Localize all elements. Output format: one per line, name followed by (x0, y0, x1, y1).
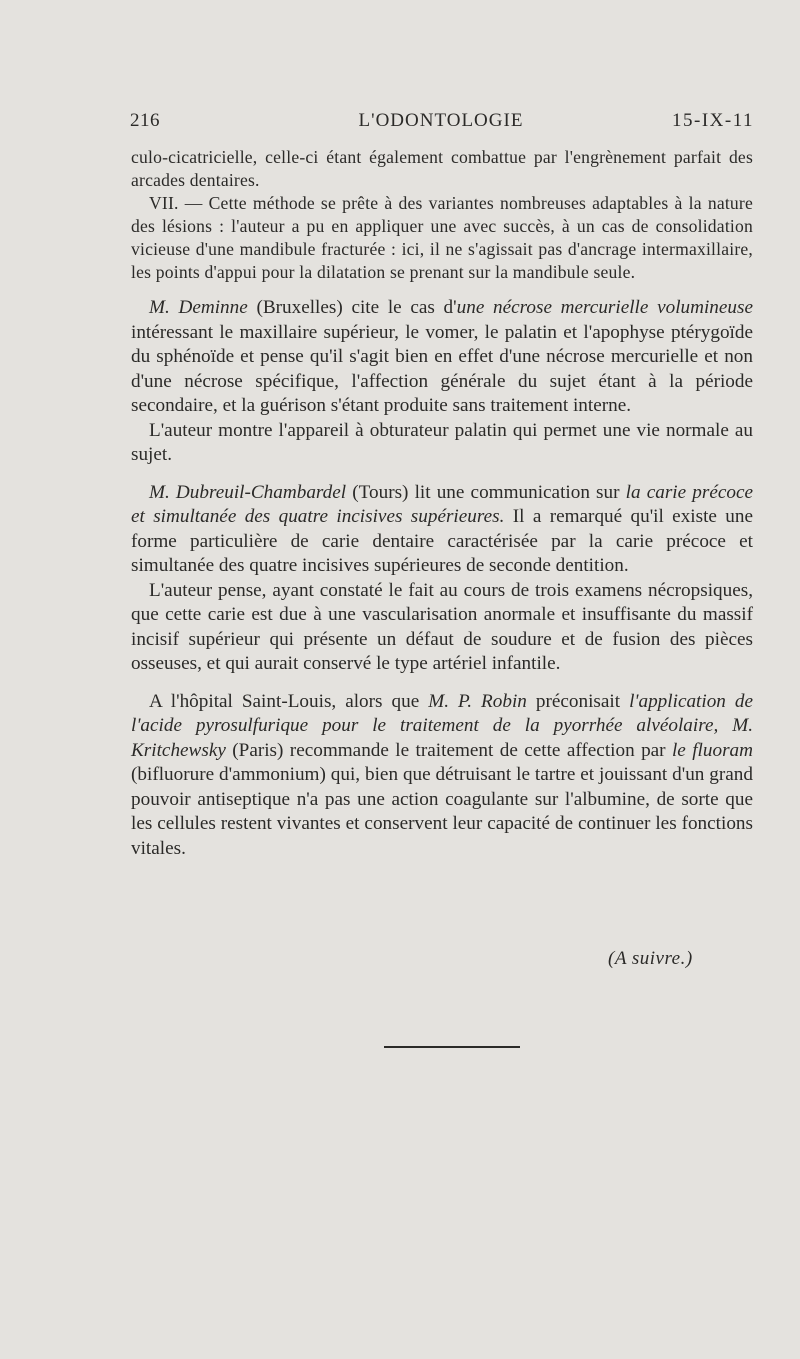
paragraph-continuation: culo-cicatricielle, celle-ci étant également combattue par l'engrènement parfait des arcades dentaires. (131, 147, 753, 190)
paragraph-saint-louis: A l'hôpital Saint-Louis, alors que M. P. Robin préconisait l'application de l'acide pyrosulfurique pour le traitement de la pyorrhée alvéolaire, M. Kritchewsky (Paris) recommande le traitement de cette affection par le fluoram (bifluorure d'ammonium) qui, bien que détruisant le tartre et jouissant d'un grand pouvoir antiseptique n'a pas une action coagulante sur l'albumine, de sorte que les cellules restent vivantes et conservent leur capacité de continuer les fonctions vitales. (131, 690, 754, 859)
emphasis: une nécrose mercurielle volumineuse (456, 297, 753, 319)
to-be-continued: (A suivre.) (608, 948, 693, 969)
issue-date: 15-IX-11 (672, 110, 754, 131)
section-divider (384, 1046, 520, 1048)
page-number: 216 (130, 110, 160, 131)
paragraph-dubreuil: M. Dubreuil-Chambardel (Tours) lit une communication sur la carie précoce et simultanée des quatre incisives supérieures. Il a remarqué qu'il existe une forme particulière de carie dentaire caractérisée par la carie précoce et simultanée des quatre incisives supérieures de seconde dentition. (131, 481, 753, 577)
body-text (131, 146, 753, 861)
paragraph-deminne: M. Deminne (Bruxelles) cite le cas d'une nécrose mercurielle volumineuse intéressant le maxillaire supérieur, le vomer, le palatin et l'apophyse ptérygoïde du sphénoïde et pense qu'il s'agit bien en effet d'une nécrose mercurielle et non d'une nécrose spécifique, l'affection générale du sujet étant à la période secondaire, et la guérison s'étant produite sans traitement interne. (131, 297, 753, 417)
author-name: M. Dubreuil-Chambardel (149, 481, 347, 503)
author-name: M. P. Robin (428, 690, 527, 712)
paragraph-section-vii: VII. — Cette méthode se prête à des variantes nombreuses adaptables à la nature des lésions : l'auteur a pu en appliquer une avec succès, à un cas de consolidation vicieuse d'une mandibule fracturée : ici, il ne s'agissait pas d'ancrage intermaxillaire, les points d'appui pour la dilatation se prenant sur la mandibule seule. (131, 192, 753, 282)
paragraph-auteur-pense: L'auteur pense, ayant constaté le fait au cours de trois examens nécropsiques, que cette carie est due à une vascularisation anormale et insuffisante du massif incisif supérieur qui présente un défaut de soudure et de fusion des pièces osseuses, et qui aurait conservé le type artériel infantile. (131, 579, 753, 675)
paragraph-appareil: L'auteur montre l'appareil à obturateur palatin qui permet une vie normale au sujet. (131, 419, 753, 466)
emphasis: la carie précoce et simultanée des quatre incisives supérieures. (131, 481, 753, 528)
emphasis: l'application de l'acide pyrosulfurique pour le traitement de la pyorrhée alvéolaire, M. Kritchewsky (131, 690, 754, 761)
journal-title: L'ODONTOLOGIE (358, 110, 524, 131)
running-header (128, 110, 754, 138)
emphasis: le fluoram (671, 739, 753, 761)
author-name: M. Deminne (149, 297, 248, 319)
